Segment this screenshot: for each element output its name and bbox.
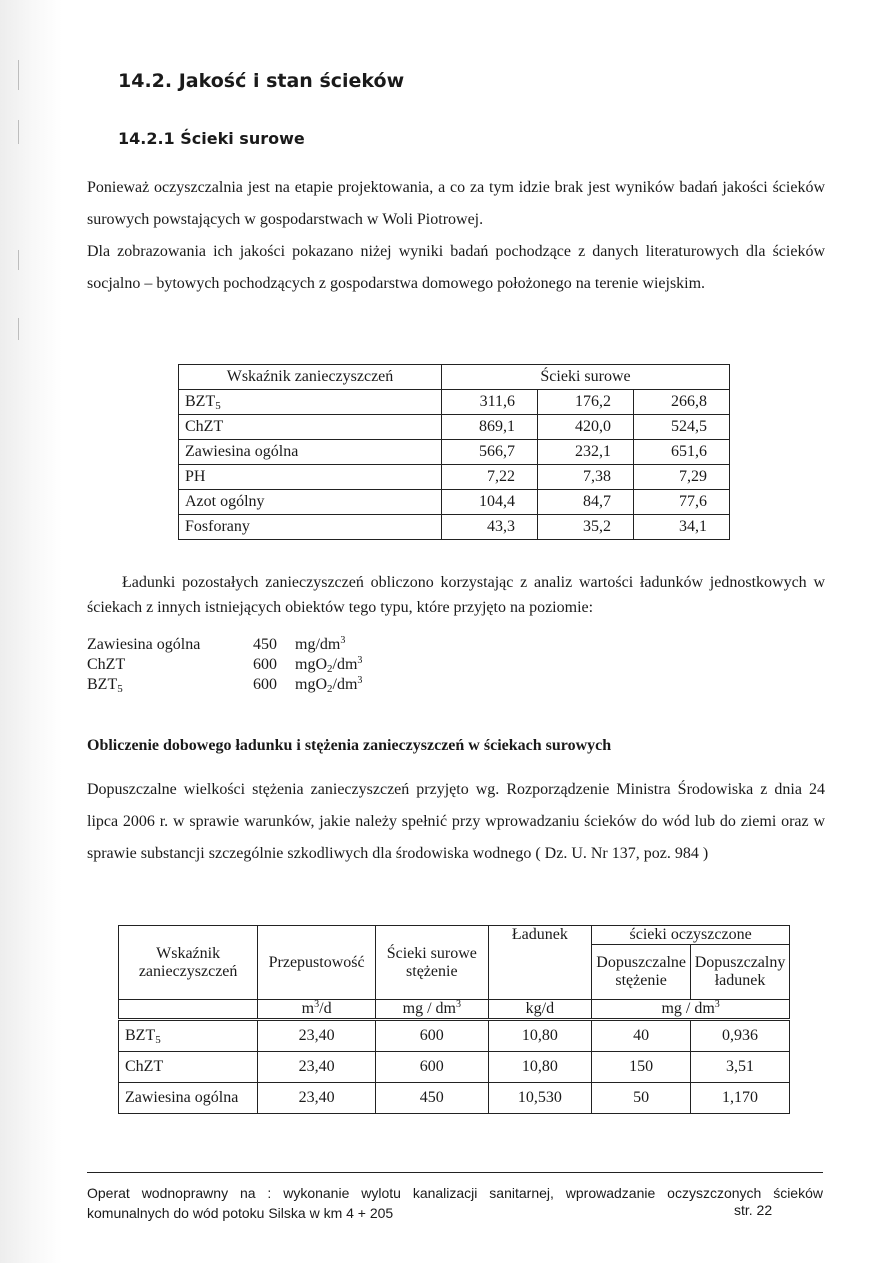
intro-paragraph: Ponieważ oczyszczalnia jest na etapie projektowania, a co za tym idzie brak jest wyników badań jakości ścieków surowych powstających w gospodarstwach w Woli Piotrowej. xyxy=(87,179,825,228)
value-cell: 566,7 xyxy=(442,440,538,465)
regulation-paragraph: Dopuszczalne wielkości stężenia zanieczyszczeń przyjęto wg. Rozporządzenie Ministra Środowiska z dnia 24 lipca 2006 r. w sprawie warunków, jakie należy spełnić przy wprowadzaniu ścieków do wód lub do ziemi oraz w sprawie substancji szczególnie szkodliwych dla środowiska wodnego ( Dz. U. Nr 137, poz. 984 ) xyxy=(87,781,825,862)
indicator-name: PH xyxy=(179,465,442,490)
value-cell: 266,8 xyxy=(634,390,730,415)
value-cell: 176,2 xyxy=(538,390,634,415)
table-header-row xyxy=(119,926,790,945)
literature-paragraph: Dla zobrazowania ich jakości pokazano niżej wyniki badań pochodzące z danych literaturowych dla ścieków socjalno – bytowych pochodzących z gospodarstwa domowego położonego na terenie wiejskim. xyxy=(87,243,825,292)
treated-sewage-header: ścieki oczyszczone xyxy=(592,926,790,945)
scan-edge-mark xyxy=(18,60,19,90)
scan-edge-mark xyxy=(18,318,19,340)
load-value: 10,80 xyxy=(488,1052,592,1083)
allowed-concentration-value: 150 xyxy=(592,1052,691,1083)
indicator-name: Fosforany xyxy=(179,515,442,540)
scan-edge-mark xyxy=(18,120,19,144)
list-item xyxy=(87,635,362,655)
value-cell: 7,38 xyxy=(538,465,634,490)
allowed-load-header: Dopuszczalny ładunek xyxy=(691,945,790,1000)
concentration-value: 600 xyxy=(376,1020,489,1052)
concentration-unit: mg / $dm^3$ xyxy=(376,1000,489,1020)
table-row xyxy=(119,1020,790,1052)
allowed-concentration-value: 40 xyxy=(592,1020,691,1052)
value-cell: 524,5 xyxy=(634,415,730,440)
allowed-load-value: 3,51 xyxy=(691,1052,790,1083)
table-header-row xyxy=(179,365,730,390)
raw-sewage-table xyxy=(178,364,730,540)
flow-header: Przepustowość xyxy=(258,926,376,1000)
unit-loads-list xyxy=(87,635,362,695)
value-cell: 7,22 xyxy=(442,465,538,490)
value-cell: 651,6 xyxy=(634,440,730,465)
indicator-name: ChZT xyxy=(179,415,442,440)
load-name: ChZT xyxy=(87,656,126,673)
treated-unit: mg / $dm^3$ xyxy=(592,1000,790,1020)
concentration-value: 450 xyxy=(376,1083,489,1114)
load-value: 10,530 xyxy=(488,1083,592,1114)
allowed-concentration-header: Dopuszczalne stężenie xyxy=(592,945,691,1000)
subsection-heading: 14.2.1 Ścieki surowe xyxy=(118,129,305,148)
footer-text: Operat wodnoprawny na : wykonanie wylotu kanalizacji sanitarnej, wprowadzanie oczyszczonych ścieków komunalnych do wód potoku Silska w km 4 + 205 xyxy=(87,1185,823,1221)
value-cell: 232,1 xyxy=(538,440,634,465)
footer-divider xyxy=(87,1172,823,1173)
calculation-heading: Obliczenie dobowego ładunku i stężenia zanieczyszczeń w ściekach surowych xyxy=(87,737,612,754)
section-heading: 14.2. Jakość i stan ścieków xyxy=(118,70,405,92)
indicator-name: $BZT_5$ xyxy=(179,390,442,415)
value-cell: 7,29 xyxy=(634,465,730,490)
table-row xyxy=(179,515,730,540)
table-row xyxy=(179,440,730,465)
load-calculation-table xyxy=(118,925,790,1114)
list-item xyxy=(87,655,362,675)
load-unit: $mgO_2/dm^3$ xyxy=(295,675,363,695)
indicator-name: Zawiesina ogólna xyxy=(119,1083,258,1114)
unit-loads-paragraph: Ładunki pozostałych zanieczyszczeń obliczono korzystając z analiz wartości ładunków jednostkowych w ściekach z innych istniejących obiektów tego typu, które przyjęto na poziomie: xyxy=(87,574,825,616)
raw-sewage-header: Ścieki surowe xyxy=(442,365,730,390)
units-row xyxy=(119,1000,790,1020)
value-cell: 84,7 xyxy=(538,490,634,515)
load-name: Zawiesina ogólna xyxy=(87,636,201,653)
table-row xyxy=(179,390,730,415)
indicator-header: Wskaźnik zanieczyszczeń xyxy=(179,365,442,390)
load-value: 10,80 xyxy=(488,1020,592,1052)
flow-value: 23,40 xyxy=(258,1020,376,1052)
allowed-load-value: 1,170 xyxy=(691,1083,790,1114)
table-row xyxy=(119,1083,790,1114)
raw-concentration-header: Ścieki surowe stężenie xyxy=(376,926,489,1000)
load-unit: $mgO_2/dm^3$ xyxy=(295,655,363,675)
flow-value: 23,40 xyxy=(258,1083,376,1114)
load-value: 600 xyxy=(253,676,277,693)
concentration-value: 600 xyxy=(376,1052,489,1083)
load-header: Ładunek xyxy=(488,926,592,1000)
flow-value: 23,40 xyxy=(258,1052,376,1083)
load-name: $BZT_5$ xyxy=(87,676,123,695)
table-row xyxy=(119,1052,790,1083)
indicator-name: ChZT xyxy=(119,1052,258,1083)
value-cell: 104,4 xyxy=(442,490,538,515)
load-value: 600 xyxy=(253,656,277,673)
value-cell: 34,1 xyxy=(634,515,730,540)
allowed-concentration-value: 50 xyxy=(592,1083,691,1114)
load-unit: $mg/dm^3$ xyxy=(295,635,346,653)
table-row xyxy=(179,490,730,515)
table-row xyxy=(179,465,730,490)
value-cell: 43,3 xyxy=(442,515,538,540)
units-empty-cell xyxy=(119,1000,258,1020)
load-unit: kg/d xyxy=(488,1000,592,1020)
allowed-load-value: 0,936 xyxy=(691,1020,790,1052)
indicator-name: Azot ogólny xyxy=(179,490,442,515)
scan-page-edge xyxy=(0,0,62,1263)
scan-edge-mark xyxy=(18,250,19,270)
page-number: str. 22 xyxy=(734,1202,773,1218)
indicator-name: Zawiesina ogólna xyxy=(179,440,442,465)
flow-unit: $m^3/d$ xyxy=(258,1000,376,1020)
indicator-name: $BZT_5$ xyxy=(119,1020,258,1052)
value-cell: 77,6 xyxy=(634,490,730,515)
load-value: 450 xyxy=(253,636,277,653)
list-item xyxy=(87,675,362,695)
value-cell: 35,2 xyxy=(538,515,634,540)
value-cell: 420,0 xyxy=(538,415,634,440)
indicator-header: Wskaźnik zanieczyszczeń xyxy=(119,926,258,1000)
table-row xyxy=(179,415,730,440)
value-cell: 311,6 xyxy=(442,390,538,415)
value-cell: 869,1 xyxy=(442,415,538,440)
